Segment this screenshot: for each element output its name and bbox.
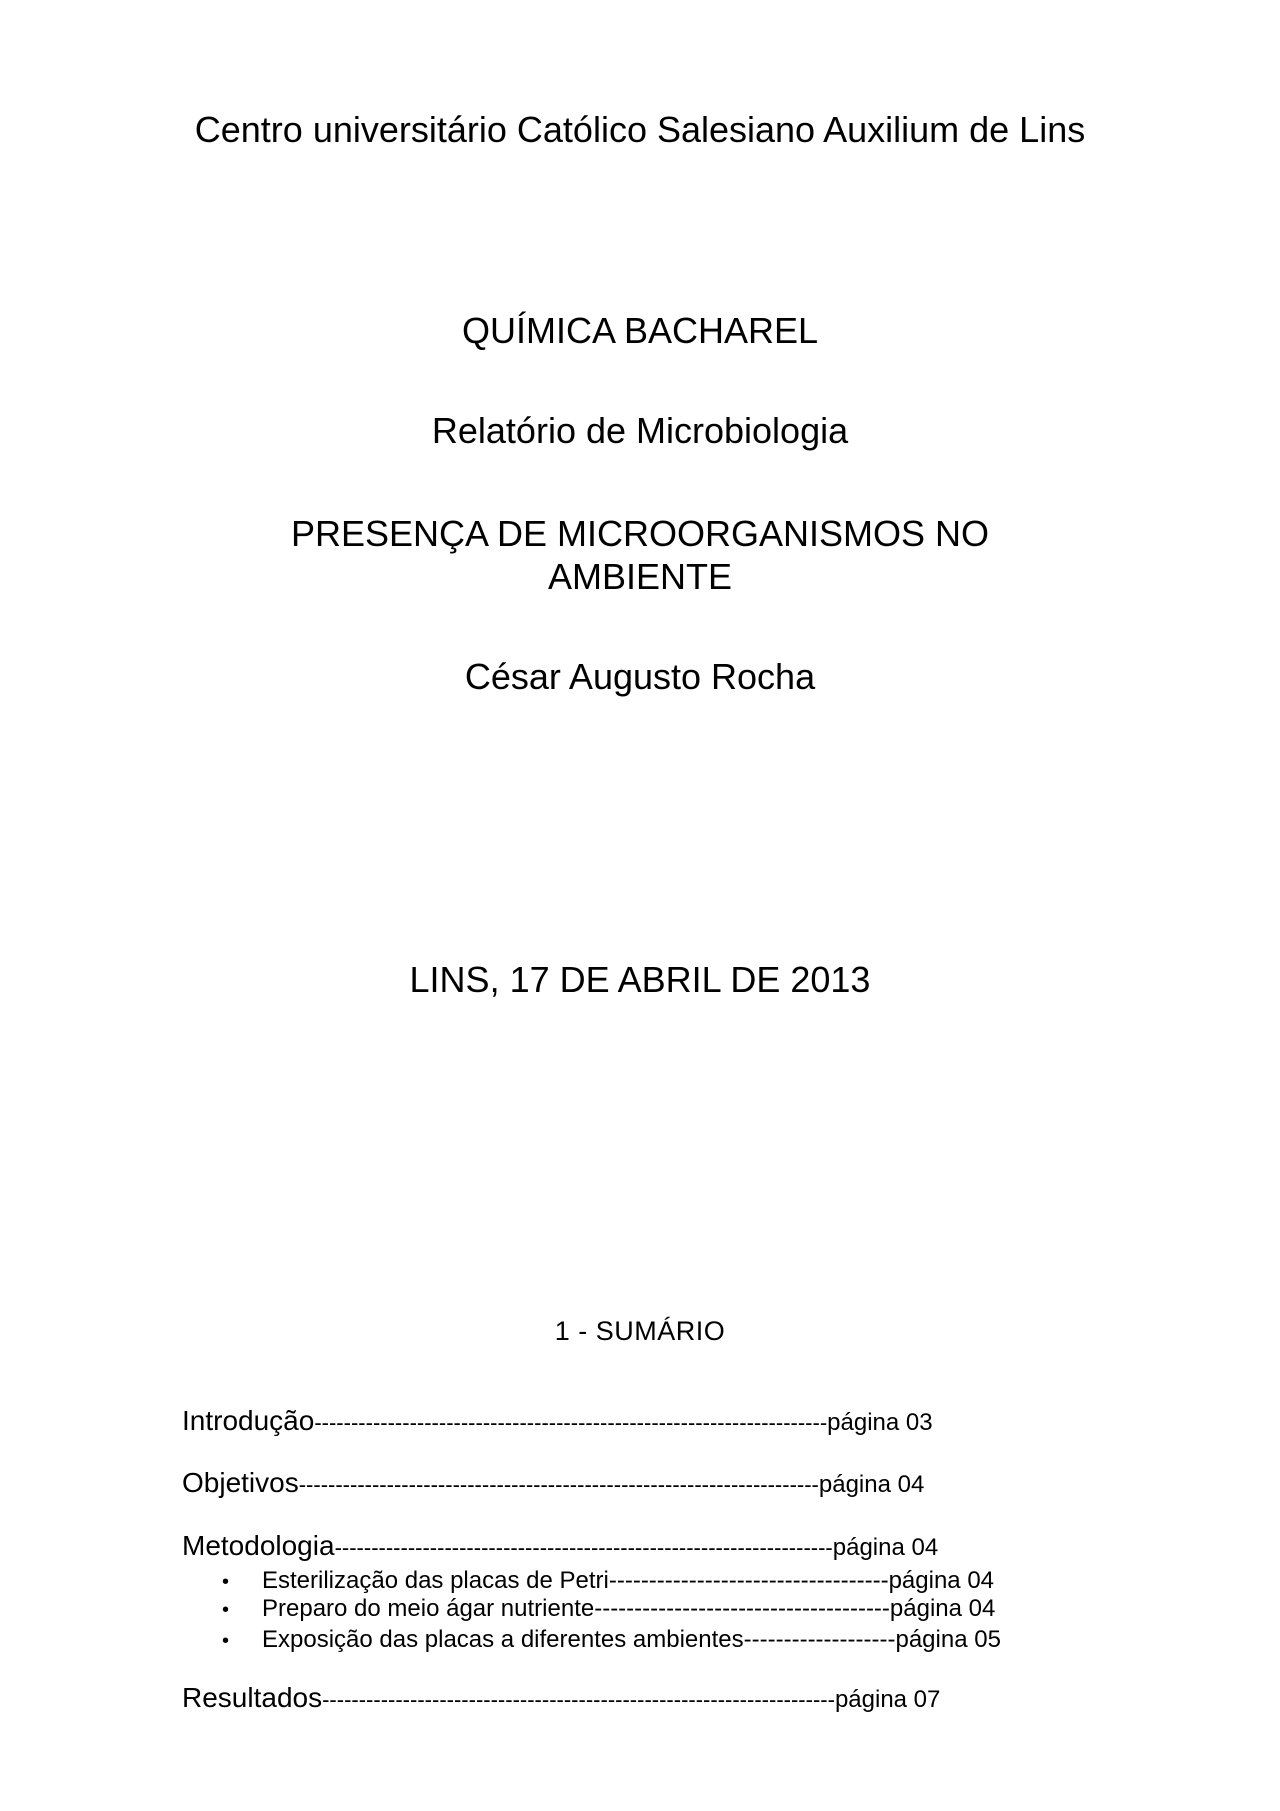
toc-entry-leader: ----------------------------------------------------------------------- bbox=[298, 1472, 819, 1497]
bullet-marker: • bbox=[222, 1599, 230, 1621]
course-name: QUÍMICA BACHAREL bbox=[461, 310, 819, 351]
bullet-marker: • bbox=[222, 1630, 230, 1652]
toc-subentry-esterilizacao bbox=[222, 1566, 1062, 1597]
toc-entry-label: Resultados bbox=[182, 1682, 323, 1713]
toc-entry-page: página 04 bbox=[832, 1534, 939, 1561]
toc-entry-leader: ---------------------------------------------------------------------- bbox=[314, 1410, 828, 1435]
report-type: Relatório de Microbiologia bbox=[431, 410, 849, 451]
toc-entry-metodologia bbox=[182, 1529, 1062, 1565]
report-title: PRESENÇA DE MICROORGANISMOS NO AMBIENTE bbox=[290, 513, 990, 597]
toc-subentry-page: página 04 bbox=[889, 1595, 996, 1622]
place-and-date: LINS, 17 DE ABRIL DE 2013 bbox=[409, 959, 871, 1000]
summary-heading: 1 - SUMÁRIO bbox=[554, 1316, 726, 1346]
toc-subentry-leader: ------------------- bbox=[743, 1626, 896, 1653]
toc-entry-page: página 04 bbox=[818, 1471, 925, 1498]
institution-name: Centro universitário Católico Salesiano Auxilium de Lins bbox=[194, 109, 1086, 150]
toc-entry-introducao bbox=[182, 1404, 1054, 1440]
toc-entry-leader: ---------------------------------------------------------------------- bbox=[322, 1687, 835, 1712]
toc-subentry-label: Exposição das placas a diferentes ambientes bbox=[262, 1626, 744, 1653]
toc-subentry-page: página 05 bbox=[895, 1626, 1001, 1653]
toc-entry-resultados bbox=[182, 1681, 1062, 1717]
toc-entry-label: Introdução bbox=[182, 1405, 315, 1436]
bullet-marker: • bbox=[222, 1571, 230, 1593]
toc-subentry-preparo bbox=[222, 1594, 1062, 1625]
toc-entry-page: página 03 bbox=[827, 1409, 933, 1436]
toc-entry-page: página 07 bbox=[834, 1686, 941, 1713]
toc-subentry-leader: ----------------------------------- bbox=[608, 1567, 889, 1594]
toc-subentry-label: Esterilização das placas de Petri bbox=[262, 1567, 609, 1594]
toc-entry-label: Metodologia bbox=[182, 1530, 335, 1561]
toc-subentry-exposicao bbox=[222, 1625, 1060, 1656]
author-name: César Augusto Rocha bbox=[464, 656, 816, 697]
toc-subentry-leader: ------------------------------------- bbox=[594, 1595, 890, 1622]
toc-entry-objetivos bbox=[182, 1466, 1054, 1502]
toc-subentry-label: Preparo do meio ágar nutriente bbox=[262, 1595, 595, 1622]
toc-entry-label: Objetivos bbox=[182, 1467, 299, 1498]
toc-entry-leader: -------------------------------------------------------------------- bbox=[334, 1535, 833, 1560]
toc-subentry-page: página 04 bbox=[888, 1567, 995, 1594]
